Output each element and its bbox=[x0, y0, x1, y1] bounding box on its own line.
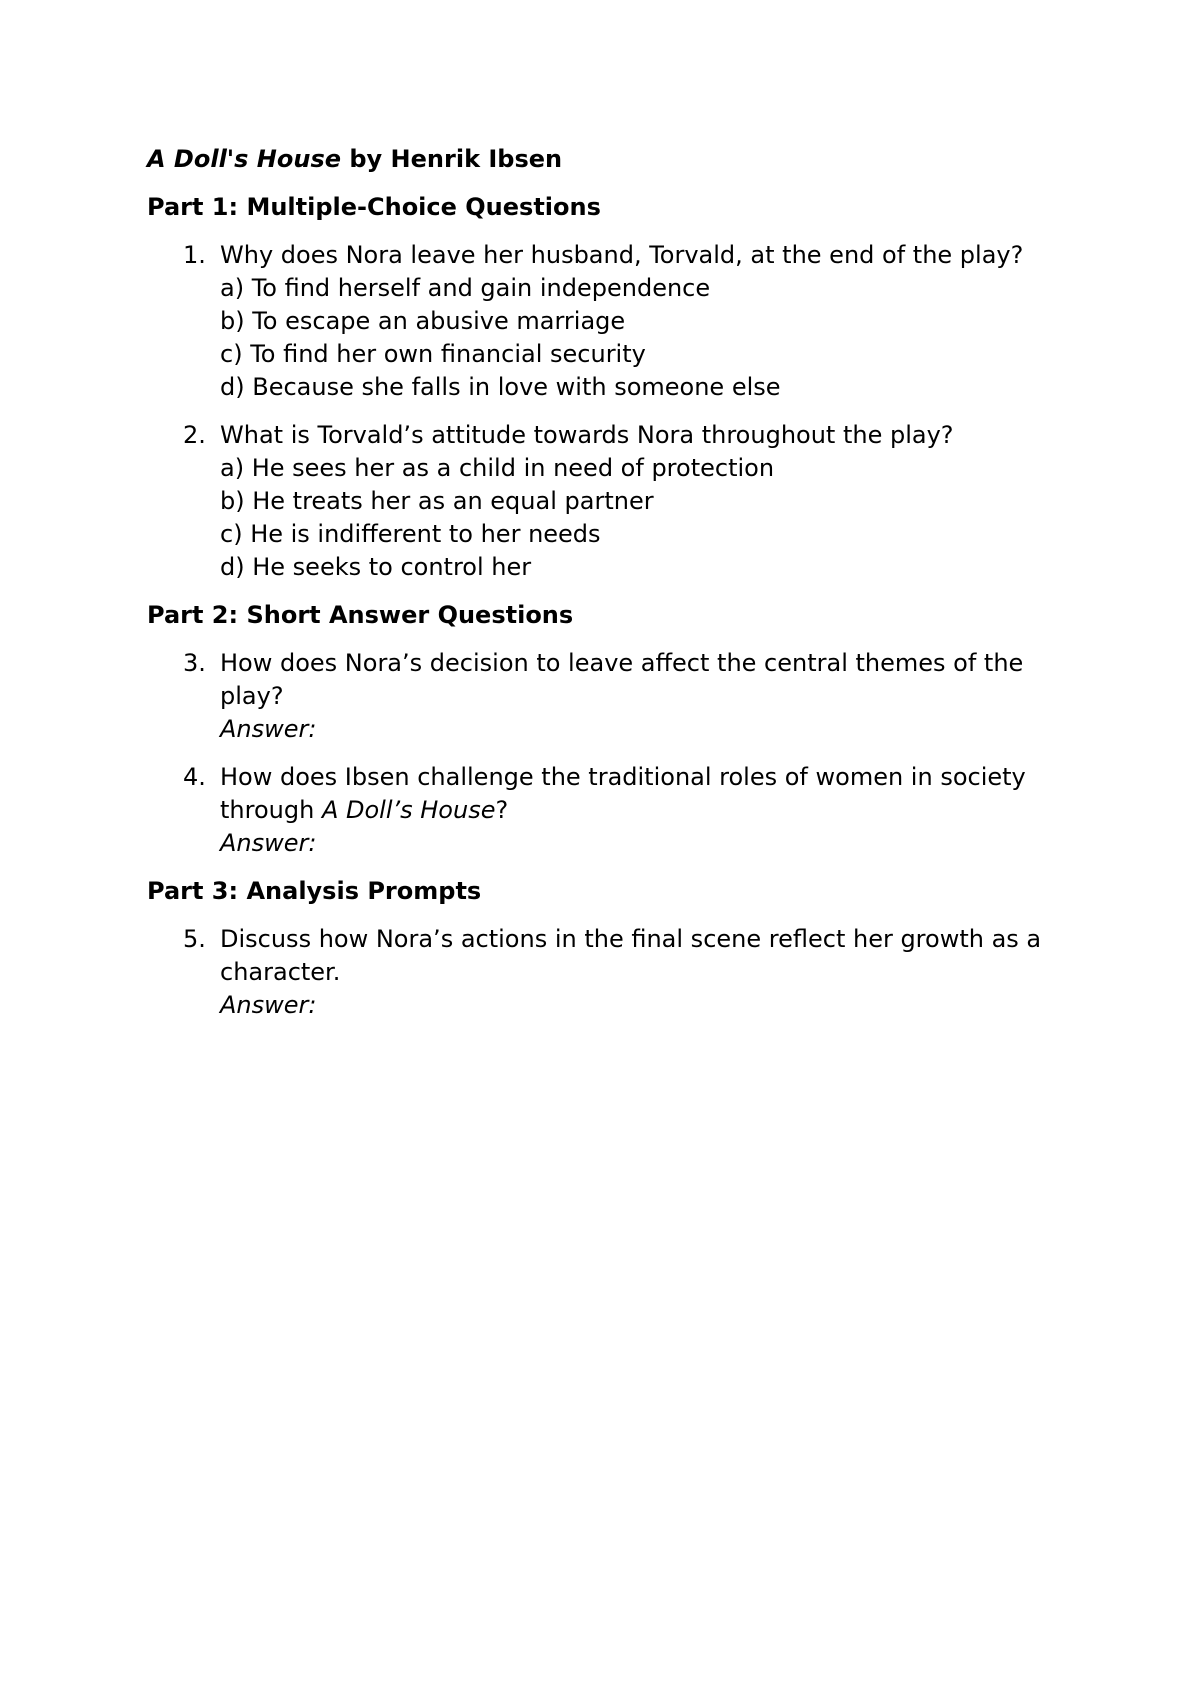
question-2 bbox=[147, 419, 1077, 584]
question-4 bbox=[147, 761, 1077, 860]
question-text-line1: Discuss how Nora’s actions in the final scene reflect her growth as a bbox=[220, 925, 1042, 953]
question-number: 1. bbox=[183, 241, 206, 269]
part3-heading: Part 3: Analysis Prompts bbox=[147, 877, 482, 905]
option-d: d) He seeks to control her bbox=[220, 553, 532, 581]
question-number: 4. bbox=[183, 763, 206, 791]
option-c: c) To find her own financial security bbox=[220, 340, 646, 368]
title-work: A Doll's House bbox=[147, 145, 342, 173]
question-text-line1: How does Ibsen challenge the traditional roles of women in society bbox=[220, 763, 1026, 791]
text-prefix: through bbox=[220, 796, 322, 824]
question-text-line2: play? bbox=[220, 682, 284, 710]
part2-heading: Part 2: Short Answer Questions bbox=[147, 601, 574, 629]
option-b: b) To escape an abusive marriage bbox=[220, 307, 626, 335]
option-c: c) He is indifferent to her needs bbox=[220, 520, 601, 548]
question-number: 2. bbox=[183, 421, 206, 449]
answer-label: Answer: bbox=[220, 715, 317, 743]
worksheet-page bbox=[147, 143, 1077, 1037]
answer-label: Answer: bbox=[220, 991, 317, 1019]
question-text-line1: How does Nora’s decision to leave affect the central themes of the bbox=[220, 649, 1024, 677]
question-text-line2: character. bbox=[220, 958, 341, 986]
question-1 bbox=[147, 239, 1077, 404]
part1-heading: Part 1: Multiple-Choice Questions bbox=[147, 193, 601, 221]
answer-label: Answer: bbox=[220, 829, 317, 857]
option-d: d) Because she falls in love with someone else bbox=[220, 373, 781, 401]
option-b: b) He treats her as an equal partner bbox=[220, 487, 654, 515]
question-text: What is Torvald’s attitude towards Nora throughout the play? bbox=[220, 421, 954, 449]
document-title bbox=[147, 143, 1077, 176]
question-3 bbox=[147, 647, 1077, 746]
question-text: Why does Nora leave her husband, Torvald, at the end of the play? bbox=[220, 241, 1024, 269]
title-byline: by Henrik Ibsen bbox=[341, 145, 563, 173]
question-number: 3. bbox=[183, 649, 206, 677]
question-number: 5. bbox=[183, 925, 206, 953]
text-suffix: ? bbox=[495, 796, 509, 824]
question-5 bbox=[147, 923, 1077, 1022]
question-text-line2 bbox=[220, 794, 1077, 827]
play-title-italic: A Doll’s House bbox=[321, 796, 496, 824]
option-a: a) He sees her as a child in need of protection bbox=[220, 454, 775, 482]
option-a: a) To find herself and gain independence bbox=[220, 274, 711, 302]
